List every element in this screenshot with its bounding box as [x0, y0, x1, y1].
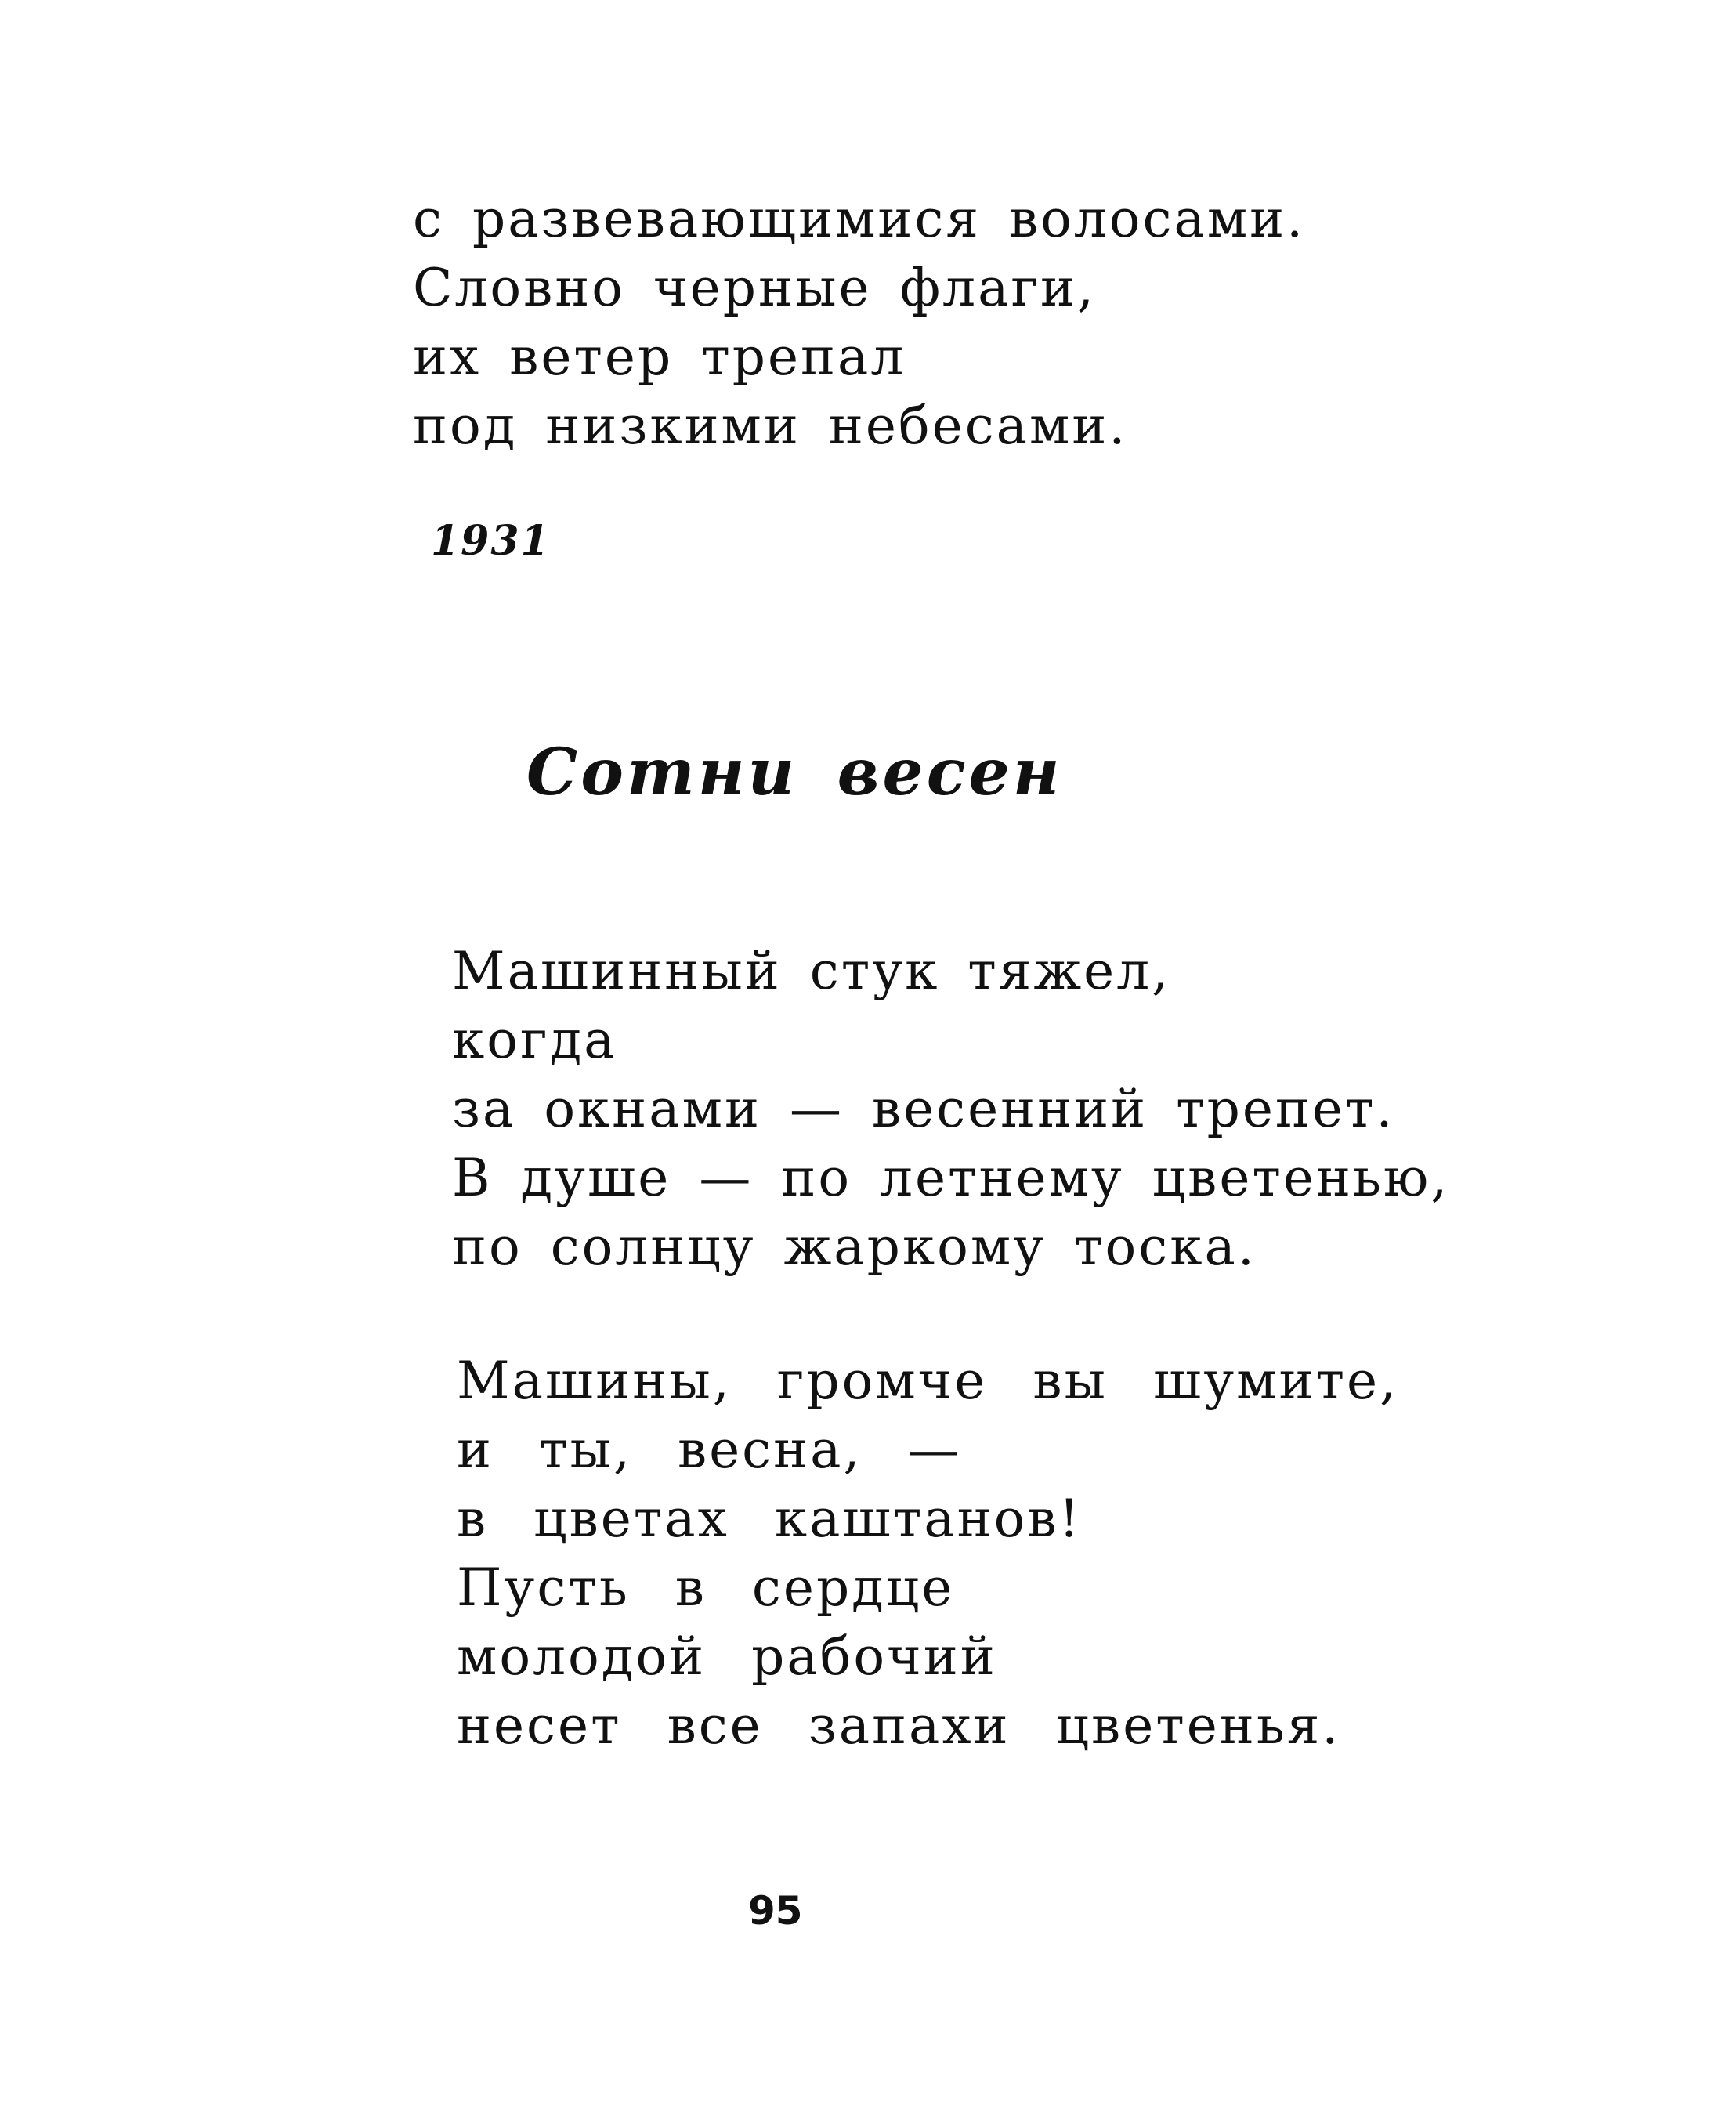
poem-line: Пусть в сердце [457, 1557, 955, 1618]
poem-line: по солнцу жаркому тоска. [452, 1217, 1257, 1277]
page-number: 95 [748, 1888, 803, 1934]
poem-line: в цветах каштанов! [457, 1489, 1083, 1549]
stanza-2 [457, 1347, 1398, 1760]
poem-year: 1931 [431, 517, 551, 565]
poem-line: Машинный стук тяжел, [452, 941, 1171, 1001]
poem-line: молодой рабочий [457, 1626, 997, 1687]
poem-line: Машины, громче вы шумите, [457, 1351, 1399, 1411]
poem-line: под низкими небесами. [413, 396, 1128, 456]
poem-line: когда [452, 1010, 617, 1070]
poem-line: и ты, весна, — [457, 1420, 962, 1480]
poem-line: за окнами — весенний трепет. [452, 1079, 1395, 1139]
stanza-1 [452, 937, 1449, 1282]
poem-line: В душе — по летнему цветенью, [452, 1148, 1450, 1208]
poem-title: Сотни весен [526, 735, 1063, 810]
poem-line: несет все запахи цветенья. [457, 1695, 1341, 1756]
previous-poem-ending [413, 185, 1305, 461]
poem-line: Словно черные флаги, [413, 258, 1097, 318]
poem-line: с развевающимися волосами. [413, 189, 1306, 249]
poem-line: их ветер трепал [413, 327, 906, 387]
